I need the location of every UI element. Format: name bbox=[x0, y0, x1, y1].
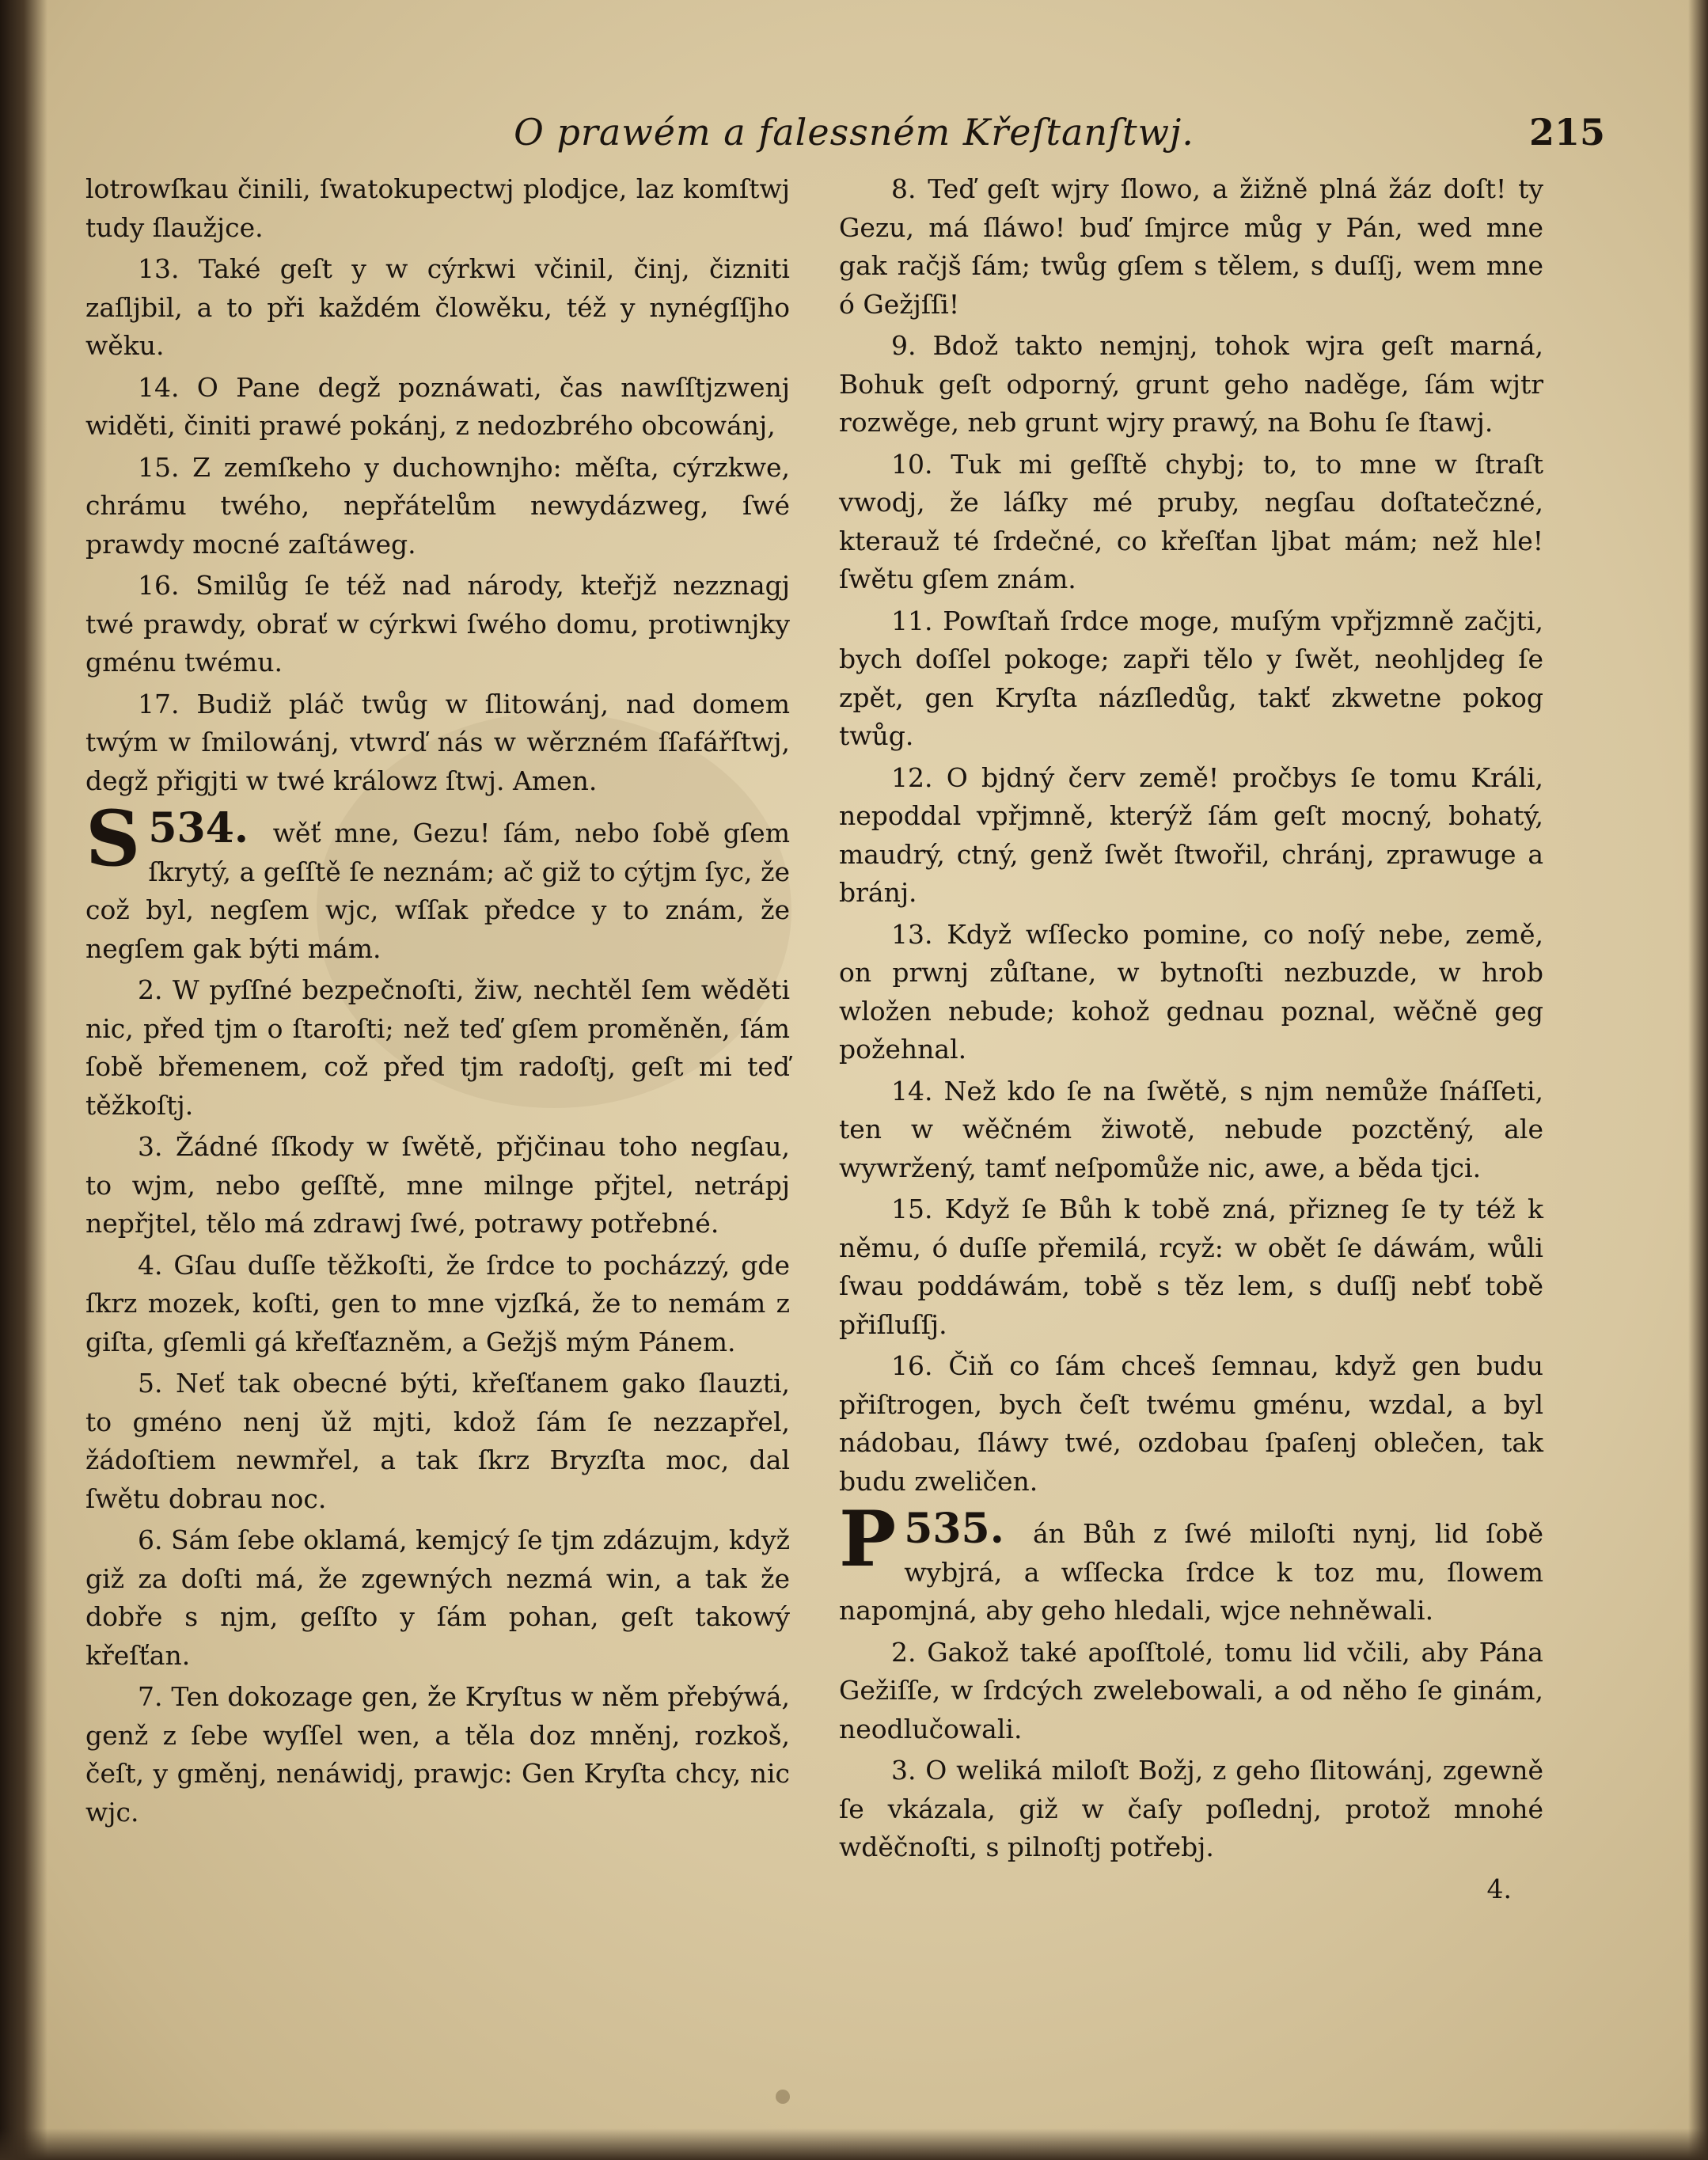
right-column bbox=[839, 170, 1543, 1908]
verse-number: 14. bbox=[891, 1075, 933, 1107]
hymn-534 bbox=[85, 794, 791, 968]
verse-text: Čiň co ſám chceš ſemnau, když gen budu přiſtrogen, bych čeſt twému gménu, wzdal, a byl nádobau, ſláwy twé, ozdobau ſpaſenj oblečen, tak budu zwelіčen. bbox=[839, 1350, 1543, 1497]
drop-cap-initial: S bbox=[85, 794, 141, 883]
binding-shadow bbox=[0, 0, 47, 2160]
verse bbox=[839, 1347, 1543, 1501]
verse-text: Smilůg ſe též nad národy, kteřjž nezznagj twé prawdy, obrať w cýrkwi ſwého domu, protiwnjky gménu twému. bbox=[85, 570, 790, 678]
verse-text: Sám ſebe oklamá, kemjcý ſe tjm zdázujm, když giž za doſti má, že zgewných nezmá win, a tak že dobře s njm, geſſto y ſám pohan, geſt takowý křeſťan. bbox=[85, 1524, 791, 1671]
verse-text: Neť tak obecné býti, křeſťanem gako ſlauzti, to gméno nenj ǔž mjti, kdož ſám ſe nezzapřel, žádoſtiem newmřel, a tak ſkrz Bryzſta moc, dal ſwětu dobrau noc. bbox=[85, 1368, 790, 1514]
verse-number: 11. bbox=[891, 605, 933, 636]
verse-number: 14. bbox=[138, 371, 180, 403]
verse bbox=[85, 1128, 790, 1243]
verse-text: Budiž pláč twůg w ſlitowánj, nad domem twým w ſmilowánj, vtwrď nás w wěrzném ſſafářſtwj, degž přigjti w twé králowz ſtwj. Amen. bbox=[85, 688, 790, 796]
verse-text: Gakož také apoſſtolé, tomu lid včili, aby Pána Gežiſſe, w ſrdcých zwelebowali, a od něho ſe ginám, neodlučowali. bbox=[839, 1636, 1543, 1744]
verse-text: Ten dokozage gen, že Kryſtus w něm přebýwá, genž z ſebe wyſſel wen, a těla doz mněnj, rozkoš, čeſt, y gměnj, nenáwidj, prawjc: Gen Kryſta chcy, nic wjc. bbox=[85, 1681, 790, 1828]
verse-text: Gſau duſſe těžkoſti, že ſrdce to pocházzý, gde ſkrz mozek, koſti, gen to mne vjzſká, že to nemám z giſta, gſemli gá křeſťazněm, a Gežjš mým Pánem. bbox=[85, 1249, 790, 1357]
drop-cap-initial: P bbox=[839, 1494, 897, 1584]
hymn-535 bbox=[839, 1494, 1543, 1630]
verse bbox=[839, 1190, 1543, 1344]
verse bbox=[85, 1678, 790, 1832]
verse-text: Než kdo ſe na ſwětě, s njm nemůže ſnáſſeti, ten w wěčném žiwotě, nebude pozctěný, ale wywržený, tamť neſpomůže nic, awe, a běda tjci. bbox=[839, 1075, 1544, 1183]
verse-number: 13. bbox=[138, 253, 180, 284]
verse-text: lotrowſkau činili, ſwatokupectwj plodjce, laz komſtwj tudy ſlaužjce. bbox=[85, 173, 790, 243]
verse-number: 7. bbox=[138, 1681, 163, 1712]
verse-number: 12. bbox=[891, 761, 933, 793]
verse-number: 3. bbox=[138, 1131, 163, 1162]
verse-number: 16. bbox=[891, 1350, 933, 1381]
verse bbox=[839, 759, 1543, 913]
verse-text: Žádné ſſkody w ſwětě, přjčinau toho negſau, to wjm, nebo geſſtě, mne milnge přjtel, netrápj nepřjtel, tělo má zdrawj ſwé, potrawy potřebné. bbox=[85, 1131, 790, 1239]
verse-text: Když ſe Bůh k tobě zná, přizneg ſe ty též k němu, ó duſſe přemilá, rcyž: w obět ſe dáwám, wůli ſwau poddáwám, tobě s těz lem, s duſſj nebť tobě přiſluſſj. bbox=[839, 1194, 1543, 1340]
verse-number: 9. bbox=[891, 330, 917, 361]
verse-text: wěť mne, Gezu! ſám, nebo ſobě gſem ſkrytý, a geſſtě ſe neznám; ač giž to cýtjm ſyc, že což byl, negſem wjc, wſſak předce y to znám, že negſem gak býti mám. bbox=[85, 818, 791, 964]
verse-number: 17. bbox=[138, 688, 180, 719]
verse-text: Powſtaň ſrdce moge, muſým vpřjzmně začjti, bych doſſel pokoge; zapři tělo y ſwět, neohljdeg ſe zpět, gen Kryſta názſledůg, takť zkwetne pokog twůg. bbox=[839, 605, 1543, 751]
verse bbox=[839, 327, 1543, 442]
verse-text: Také geſt y w cýrkwi včinil, činj, čizniti zaſljbil, a to při každém člowěku, též y nynégſſjho wěku. bbox=[85, 253, 790, 361]
verse-number: 10. bbox=[891, 448, 933, 480]
verse bbox=[839, 446, 1543, 599]
verse bbox=[85, 971, 790, 1125]
verse bbox=[839, 916, 1543, 1069]
bottom-edge-shadow bbox=[0, 2128, 1708, 2160]
verse-text: W pyſſné bezpečnoſti, žiw, nechtěl ſem wěděti nic, před tjm o ſtaroſti; než teď gſem proměněn, ſám ſobě břemenem, což před tjm radoſtj, geſt mi teď těžkoſtj. bbox=[85, 974, 790, 1121]
verse-text: Teď geſt wjry ſlowo, a žižně plná žáz doſt! ty Gezu, má ſláwo! buď ſmjrce můg y Pán, wed mne gak račjš ſám; twůg gſem s tělem, s duſſj, wem mne ó Gežjſſi! bbox=[839, 173, 1543, 320]
verse-text: án Bůh z ſwé miloſti nynj, lid ſobě wybjrá, a wſſecka ſrdce k toz mu, ſlowem napomjná, aby geho hledali, wjce nehněwali. bbox=[839, 1518, 1543, 1626]
verse bbox=[839, 602, 1543, 756]
verse bbox=[85, 1247, 790, 1362]
running-head: O prawém a falessném Křeſtanſtwj. bbox=[514, 111, 1194, 154]
hymn-number: 534. bbox=[148, 804, 249, 852]
verse bbox=[85, 1521, 790, 1675]
verse-text: Bdož takto nemjnj, tohok wjra geſt marná, Bohuk geſt odporný, grunt geho naděge, ſám wjtr rozwěge, neb grunt wjry prawý, na Bohu ſe ſtawj. bbox=[839, 330, 1543, 438]
verse-text: Z zemſkeho y duchownjho: měſta, cýrzkwe, chrámu twého, nepřátelům newydázweg, ſwé prawdy mocné zaſtáweg. bbox=[85, 451, 790, 560]
verse bbox=[85, 449, 790, 564]
page-edge-shadow bbox=[1688, 0, 1708, 2160]
verse-number: 16. bbox=[138, 570, 180, 601]
verse-number: 4. bbox=[138, 1249, 163, 1281]
catchword: 4. bbox=[1486, 1873, 1512, 1904]
ink-spot bbox=[776, 2090, 790, 2104]
verse bbox=[839, 1752, 1543, 1867]
verse bbox=[839, 1634, 1543, 1749]
hymn-first-verse bbox=[85, 794, 791, 968]
verse-continuation bbox=[85, 170, 790, 247]
verse bbox=[85, 1365, 790, 1518]
verse-number: 5. bbox=[138, 1368, 163, 1399]
verse-text: Tuk mi geſſtě chybj; to, to mne w ſtraſt vwodj, že láſky mé pruby, negſau doſtatečzné, kterauž té ſrdečné, co křeſťan ljbat mám; než hle! ſwětu gſem znám. bbox=[839, 448, 1544, 594]
verse bbox=[839, 1072, 1543, 1188]
verse bbox=[85, 567, 790, 682]
hymn-first-verse bbox=[839, 1494, 1543, 1630]
verse-text: O bjdný červ země! pročbys ſe tomu Králi, nepoddal vpřjmně, kterýž ſám geſt mocný, bohatý, maudrý, ctný, genž ſwět ſtwořil, chránj, zprawuge a bránj. bbox=[839, 761, 1543, 908]
verse bbox=[85, 685, 790, 801]
verse bbox=[85, 250, 790, 366]
hymn-number: 535. bbox=[904, 1505, 1004, 1553]
verse-number: 6. bbox=[138, 1524, 163, 1555]
verse bbox=[85, 369, 790, 446]
verse-number: 3. bbox=[891, 1755, 917, 1786]
verse-number: 2. bbox=[891, 1636, 917, 1668]
verse-text: O Pane degž poznáwati, čas nawſſtjzwenj widěti, činiti prawé pokánj, z nedozbrého obcowánj, bbox=[85, 371, 790, 441]
verse-number: 15. bbox=[891, 1194, 933, 1224]
verse-number: 8. bbox=[891, 173, 917, 204]
page-number: 215 bbox=[1528, 111, 1605, 154]
verse-text: Když wſſecko pomine, co noſý nebe, země, on prwnj zůſtane, w bytnoſti nezbuzde, w hrob wložen nebude; kohož gednau poznal, wěčně geg požehnal. bbox=[839, 918, 1543, 1065]
left-column bbox=[85, 170, 790, 1835]
verse bbox=[839, 170, 1543, 324]
verse-number: 15. bbox=[138, 451, 180, 483]
verse-text: O weliká miloſt Božj, z geho ſlitowánj, zgewně ſe vkázala, giž w čaſy poſlednj, protož mnohé wděčnoſti, s pilnoſtj potřebj. bbox=[839, 1755, 1543, 1862]
verse-number: 2. bbox=[138, 974, 163, 1005]
verse-number: 13. bbox=[891, 918, 933, 950]
